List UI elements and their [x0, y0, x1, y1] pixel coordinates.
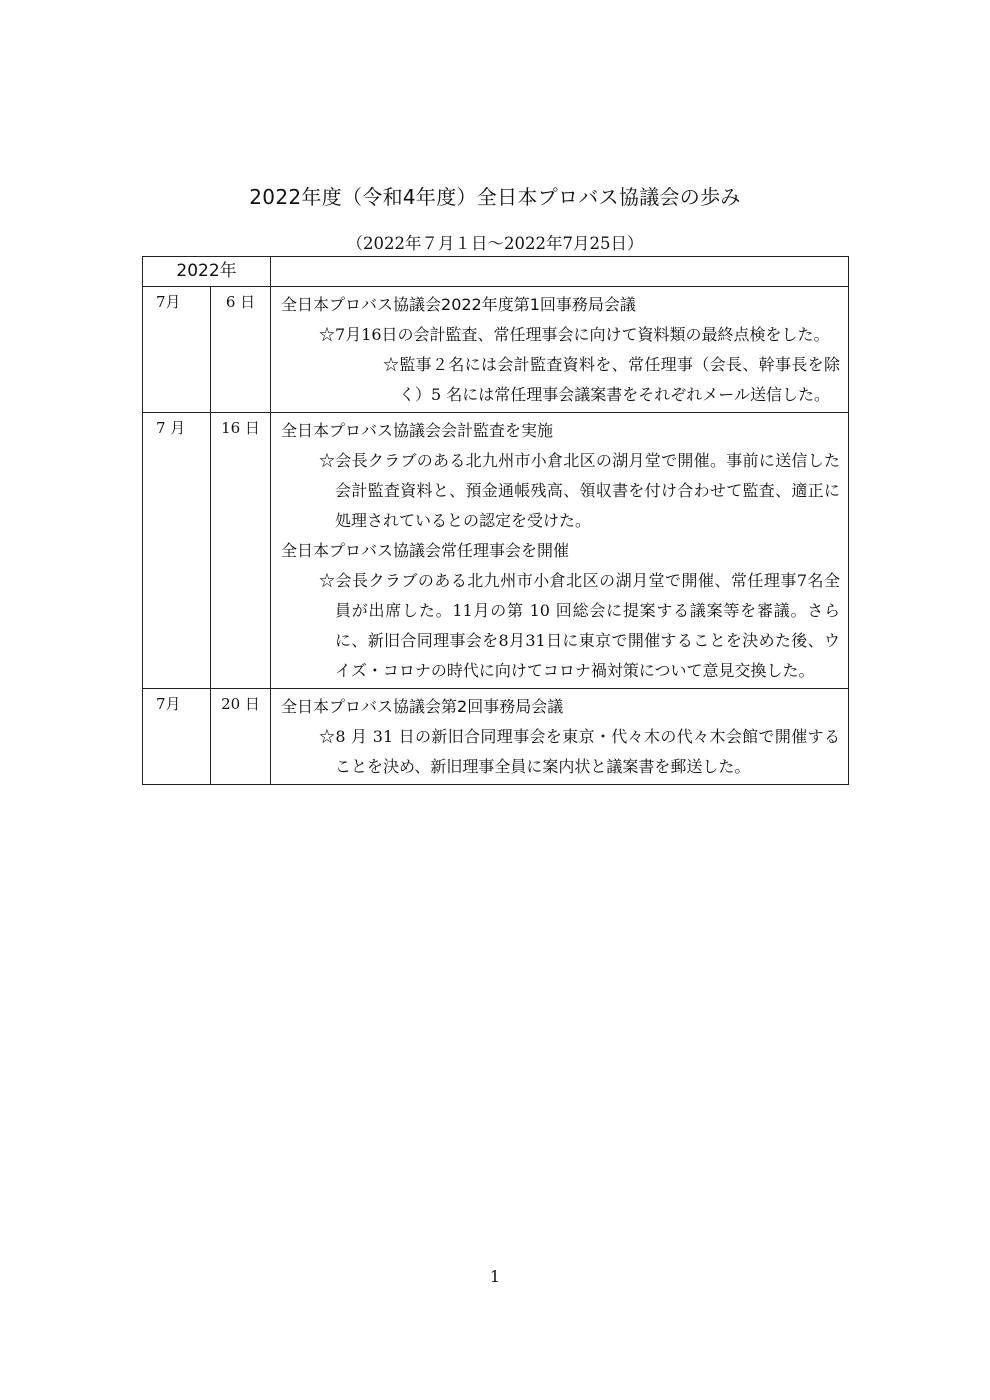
row-content: [271, 413, 849, 689]
entry-heading: 全日本プロバス協議会第2回事務局会議: [281, 697, 564, 716]
row-month: 7月: [143, 689, 211, 785]
row-month: 7 月: [143, 413, 211, 689]
entry-heading: 全日本プロバス協議会会計監査を実施: [281, 421, 554, 440]
header-year: 2022年: [143, 257, 271, 287]
page-number: 1: [489, 1267, 501, 1286]
entry-heading: 全日本プロバス協議会常任理事会を開催: [281, 541, 570, 560]
document-title: 2022年度（令和4年度）全日本プロバス協議会の歩み: [249, 185, 741, 209]
entry-item: ☆会長クラブのある北九州市小倉北区の湖月堂で開催。事前に送信した会計監査資料と、預金通帳残高、領収書を付け合わせて監査、適正に処理されているとの認定を受けた。: [319, 451, 840, 530]
entry-item: ☆7月16日の会計監査、常任理事会に向けて資料類の最終点検をした。: [319, 325, 830, 344]
document-period: （2022年７月１日～2022年7月25日）: [346, 234, 644, 253]
activity-table: [142, 256, 849, 785]
entry-heading: 全日本プロバス協議会2022年度第1回事務局会議: [281, 295, 636, 314]
row-month: 7月: [143, 287, 211, 413]
row-day: 20 日: [211, 689, 271, 785]
row-content: [271, 287, 849, 413]
entry-item: ☆監事２名には会計監査資料を、常任理事（会長、幹事長を除く）5 名には常任理事会議案書をそれぞれメール送信した。: [383, 355, 840, 404]
table-row: [143, 287, 849, 413]
row-day: 6 日: [211, 287, 271, 413]
table-header-row: [143, 257, 849, 287]
row-day: 16 日: [211, 413, 271, 689]
table-row: [143, 413, 849, 689]
row-content: [271, 689, 849, 785]
table-row: [143, 689, 849, 785]
header-content-cell: [271, 257, 849, 287]
entry-item: ☆8 月 31 日の新旧合同理事会を東京・代々木の代々木会館で開催することを決め、新旧理事全員に案内状と議案書を郵送した。: [319, 727, 840, 776]
entry-item: ☆会長クラブのある北九州市小倉北区の湖月堂で開催、常任理事7名全員が出席した。11月の第 10 回総会に提案する議案等を審議。さらに、新旧合同理事会を8月31日に東京で開催することを決めた後、ウイズ・コロナの時代に向けてコロナ禍対策について意見交換した。: [319, 571, 840, 680]
